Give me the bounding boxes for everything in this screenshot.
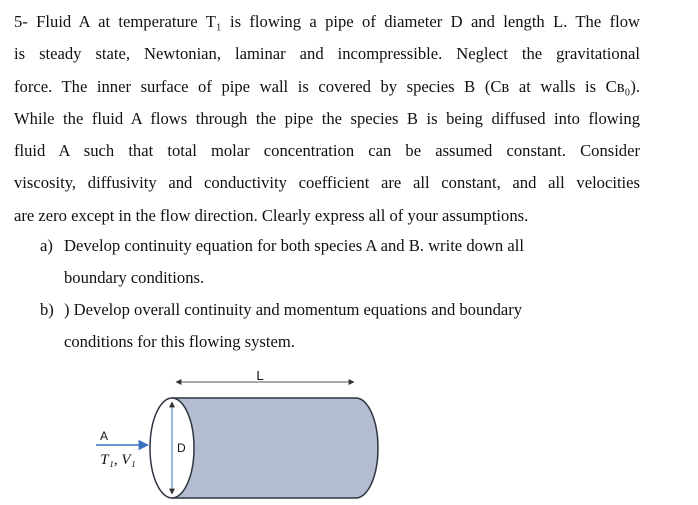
pipe-body (172, 398, 378, 498)
inlet-label: T₁, V₁ (100, 452, 136, 468)
question-line: While the fluid A flows through the pipe the species B is being diffused into flowing (14, 108, 640, 128)
part-a-label: a) (40, 236, 53, 255)
pipe-figure (0, 360, 698, 505)
part-a (40, 230, 524, 295)
question-line: fluid A such that total molar concentration can be assumed constant. Consider (14, 141, 640, 161)
part-b-line: ) Develop overall continuity and momentum equations and boundary (64, 300, 523, 319)
part-b-line: conditions for this flowing system. (64, 332, 295, 352)
part-a-line: boundary conditions. (64, 268, 205, 288)
question-line: 5- Fluid A at temperature T₁ is flowing a pipe of diameter D and length L. The flow (14, 12, 640, 31)
question-line: is steady state, Newtonian, laminar and incompressible. Neglect the gravitational (14, 44, 640, 64)
fluid-label: A (99, 429, 109, 443)
question-line: are zero except in the flow direction. Clearly express all of your assumptions. (14, 205, 529, 225)
part-a-line: Develop continuity equation for both species A and B. write down all (64, 236, 524, 255)
part-b (40, 294, 522, 359)
length-label: L (256, 368, 264, 383)
part-b-label: b) (40, 300, 54, 319)
question-line: force. The inner surface of pipe wall is covered by species B (Cʙ at walls is Cʙ₀). (14, 76, 640, 96)
question-line: viscosity, diffusivity and conductivity coefficient are all constant, and all velocities (14, 173, 640, 193)
diameter-label: D (177, 441, 186, 455)
question-text (14, 6, 640, 232)
